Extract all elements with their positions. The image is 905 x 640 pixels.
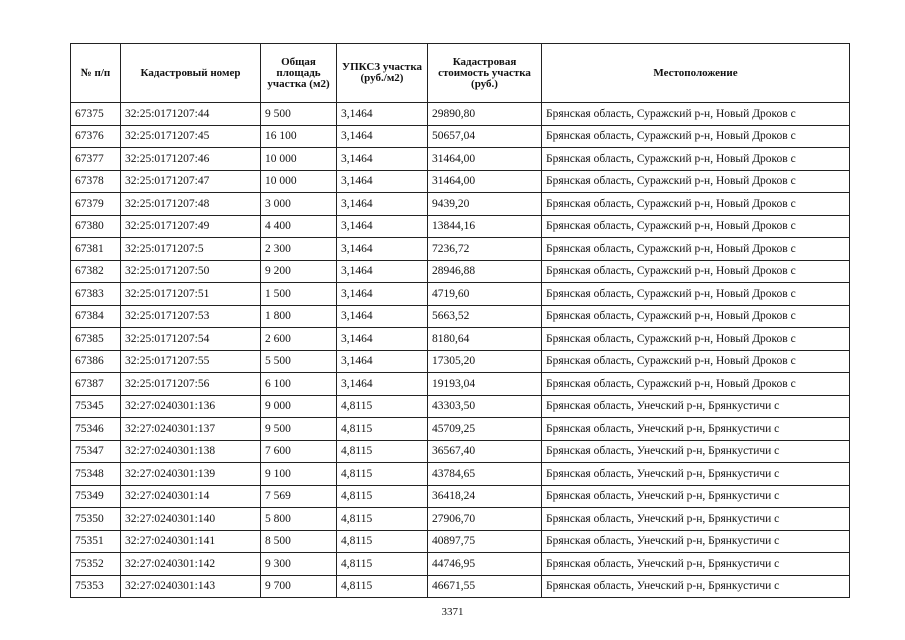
cell-upksz: 3,1464 [337, 260, 428, 283]
cell-cadastral-number: 32:27:0240301:138 [121, 440, 261, 463]
cell-location: Брянская область, Унечский р-н, Брянкустичи с [542, 575, 850, 598]
cell-area: 1 500 [261, 283, 337, 306]
cell-area: 9 300 [261, 553, 337, 576]
cell-upksz: 3,1464 [337, 193, 428, 216]
cell-index: 75349 [71, 485, 121, 508]
cell-area: 7 569 [261, 485, 337, 508]
cell-area: 3 000 [261, 193, 337, 216]
cell-location: Брянская область, Суражский р-н, Новый Дроков с [542, 260, 850, 283]
cell-upksz: 4,8115 [337, 463, 428, 486]
cell-cadastral-number: 32:25:0171207:50 [121, 260, 261, 283]
cell-area: 5 500 [261, 350, 337, 373]
cell-cadastral-value: 17305,20 [428, 350, 542, 373]
cell-location: Брянская область, Унечский р-н, Брянкустичи с [542, 553, 850, 576]
page-number: 3371 [441, 606, 464, 618]
table-row [71, 440, 850, 463]
cell-upksz: 3,1464 [337, 170, 428, 193]
cell-location: Брянская область, Унечский р-н, Брянкустичи с [542, 395, 850, 418]
cell-area: 4 400 [261, 215, 337, 238]
cell-location: Брянская область, Суражский р-н, Новый Дроков с [542, 193, 850, 216]
cell-location: Брянская область, Унечский р-н, Брянкустичи с [542, 530, 850, 553]
col-header-cadastral-number: Кадастровый номер [121, 44, 261, 103]
cell-area: 5 800 [261, 508, 337, 531]
cell-area: 6 100 [261, 373, 337, 396]
cell-cadastral-value: 29890,80 [428, 103, 542, 126]
cell-cadastral-value: 45709,25 [428, 418, 542, 441]
cadastral-table [70, 43, 850, 598]
cell-location: Брянская область, Суражский р-н, Новый Дроков с [542, 283, 850, 306]
cell-cadastral-number: 32:25:0171207:53 [121, 305, 261, 328]
cell-location: Брянская область, Суражский р-н, Новый Дроков с [542, 238, 850, 261]
cell-upksz: 3,1464 [337, 103, 428, 126]
table-row [71, 463, 850, 486]
table-row [71, 215, 850, 238]
cell-area: 9 200 [261, 260, 337, 283]
cell-upksz: 3,1464 [337, 125, 428, 148]
cell-upksz: 4,8115 [337, 530, 428, 553]
cell-cadastral-value: 36418,24 [428, 485, 542, 508]
cell-cadastral-number: 32:25:0171207:51 [121, 283, 261, 306]
cell-upksz: 3,1464 [337, 373, 428, 396]
cell-area: 16 100 [261, 125, 337, 148]
cell-cadastral-number: 32:25:0171207:48 [121, 193, 261, 216]
cell-location: Брянская область, Суражский р-н, Новый Дроков с [542, 350, 850, 373]
cell-cadastral-number: 32:27:0240301:136 [121, 395, 261, 418]
cell-index: 75351 [71, 530, 121, 553]
cell-location: Брянская область, Унечский р-н, Брянкустичи с [542, 508, 850, 531]
cell-index: 67378 [71, 170, 121, 193]
cell-area: 7 600 [261, 440, 337, 463]
cell-upksz: 4,8115 [337, 440, 428, 463]
table-row [71, 125, 850, 148]
cell-cadastral-value: 44746,95 [428, 553, 542, 576]
cell-cadastral-value: 8180,64 [428, 328, 542, 351]
table-row [71, 238, 850, 261]
table-row [71, 283, 850, 306]
table-row [71, 530, 850, 553]
cell-location: Брянская область, Суражский р-н, Новый Дроков с [542, 103, 850, 126]
cell-cadastral-value: 4719,60 [428, 283, 542, 306]
cell-area: 9 500 [261, 103, 337, 126]
cell-index: 67380 [71, 215, 121, 238]
cell-cadastral-value: 50657,04 [428, 125, 542, 148]
cell-location: Брянская область, Унечский р-н, Брянкустичи с [542, 440, 850, 463]
cell-index: 67375 [71, 103, 121, 126]
cell-index: 67386 [71, 350, 121, 373]
cell-cadastral-value: 7236,72 [428, 238, 542, 261]
col-header-cadastral-value: Кадастровая стоимость участка (руб.) [428, 44, 542, 103]
cell-index: 75348 [71, 463, 121, 486]
cell-area: 9 500 [261, 418, 337, 441]
table-row [71, 260, 850, 283]
cell-index: 67381 [71, 238, 121, 261]
cell-location: Брянская область, Суражский р-н, Новый Дроков с [542, 148, 850, 171]
cell-cadastral-number: 32:25:0171207:56 [121, 373, 261, 396]
cell-location: Брянская область, Суражский р-н, Новый Дроков с [542, 170, 850, 193]
cell-upksz: 3,1464 [337, 305, 428, 328]
cell-upksz: 3,1464 [337, 328, 428, 351]
table-row [71, 553, 850, 576]
cell-cadastral-value: 40897,75 [428, 530, 542, 553]
table-row [71, 148, 850, 171]
cell-location: Брянская область, Унечский р-н, Брянкустичи с [542, 485, 850, 508]
cell-area: 1 800 [261, 305, 337, 328]
cell-cadastral-number: 32:25:0171207:5 [121, 238, 261, 261]
cell-cadastral-value: 43784,65 [428, 463, 542, 486]
cell-index: 75347 [71, 440, 121, 463]
cell-location: Брянская область, Унечский р-н, Брянкустичи с [542, 418, 850, 441]
table-row [71, 373, 850, 396]
table-row [71, 193, 850, 216]
cell-area: 2 600 [261, 328, 337, 351]
cell-upksz: 3,1464 [337, 148, 428, 171]
cell-cadastral-number: 32:25:0171207:47 [121, 170, 261, 193]
table-body [71, 103, 850, 598]
cell-index: 67376 [71, 125, 121, 148]
table-row [71, 485, 850, 508]
cell-area: 9 100 [261, 463, 337, 486]
cell-area: 8 500 [261, 530, 337, 553]
cell-index: 75346 [71, 418, 121, 441]
cell-location: Брянская область, Суражский р-н, Новый Дроков с [542, 373, 850, 396]
cell-upksz: 3,1464 [337, 215, 428, 238]
cell-area: 9 000 [261, 395, 337, 418]
cell-area: 10 000 [261, 170, 337, 193]
cell-index: 67379 [71, 193, 121, 216]
cell-index: 75345 [71, 395, 121, 418]
cell-index: 75350 [71, 508, 121, 531]
cell-area: 10 000 [261, 148, 337, 171]
col-header-area: Общая площадь участка (м2) [261, 44, 337, 103]
cell-area: 2 300 [261, 238, 337, 261]
cell-cadastral-value: 28946,88 [428, 260, 542, 283]
cell-index: 67377 [71, 148, 121, 171]
cell-cadastral-value: 31464,00 [428, 148, 542, 171]
table-row [71, 395, 850, 418]
cell-upksz: 4,8115 [337, 508, 428, 531]
cell-index: 67384 [71, 305, 121, 328]
cell-cadastral-value: 31464,00 [428, 170, 542, 193]
cell-cadastral-value: 27906,70 [428, 508, 542, 531]
cell-cadastral-number: 32:25:0171207:49 [121, 215, 261, 238]
cell-upksz: 3,1464 [337, 350, 428, 373]
table-row [71, 418, 850, 441]
cell-upksz: 4,8115 [337, 553, 428, 576]
cell-cadastral-number: 32:27:0240301:14 [121, 485, 261, 508]
table-row [71, 575, 850, 598]
cell-cadastral-number: 32:27:0240301:143 [121, 575, 261, 598]
cell-location: Брянская область, Суражский р-н, Новый Дроков с [542, 328, 850, 351]
cell-index: 67382 [71, 260, 121, 283]
col-header-index: № п/п [71, 44, 121, 103]
cell-cadastral-value: 13844,16 [428, 215, 542, 238]
cell-cadastral-number: 32:25:0171207:46 [121, 148, 261, 171]
cell-upksz: 3,1464 [337, 238, 428, 261]
cell-index: 67387 [71, 373, 121, 396]
table-row [71, 103, 850, 126]
cell-cadastral-number: 32:25:0171207:45 [121, 125, 261, 148]
cell-index: 75352 [71, 553, 121, 576]
cell-cadastral-number: 32:27:0240301:142 [121, 553, 261, 576]
cell-location: Брянская область, Суражский р-н, Новый Дроков с [542, 305, 850, 328]
cell-upksz: 4,8115 [337, 395, 428, 418]
cell-cadastral-value: 5663,52 [428, 305, 542, 328]
cell-upksz: 4,8115 [337, 485, 428, 508]
cell-index: 67383 [71, 283, 121, 306]
cell-index: 75353 [71, 575, 121, 598]
cell-index: 67385 [71, 328, 121, 351]
table-row [71, 328, 850, 351]
cell-cadastral-number: 32:27:0240301:140 [121, 508, 261, 531]
cell-cadastral-value: 19193,04 [428, 373, 542, 396]
table-row [71, 170, 850, 193]
cell-upksz: 4,8115 [337, 575, 428, 598]
cell-location: Брянская область, Унечский р-н, Брянкустичи с [542, 463, 850, 486]
cell-area: 9 700 [261, 575, 337, 598]
col-header-location: Местоположение [542, 44, 850, 103]
cell-cadastral-number: 32:25:0171207:55 [121, 350, 261, 373]
cell-cadastral-number: 32:25:0171207:44 [121, 103, 261, 126]
header-row [71, 44, 850, 103]
col-header-upksz: УПКСЗ участка (руб./м2) [337, 44, 428, 103]
cell-location: Брянская область, Суражский р-н, Новый Дроков с [542, 215, 850, 238]
table-row [71, 508, 850, 531]
table-row [71, 350, 850, 373]
cell-cadastral-number: 32:25:0171207:54 [121, 328, 261, 351]
cell-cadastral-number: 32:27:0240301:139 [121, 463, 261, 486]
cell-cadastral-value: 43303,50 [428, 395, 542, 418]
cell-cadastral-number: 32:27:0240301:137 [121, 418, 261, 441]
cell-cadastral-value: 46671,55 [428, 575, 542, 598]
cell-cadastral-number: 32:27:0240301:141 [121, 530, 261, 553]
table-row [71, 305, 850, 328]
cell-location: Брянская область, Суражский р-н, Новый Дроков с [542, 125, 850, 148]
cell-cadastral-value: 9439,20 [428, 193, 542, 216]
cell-upksz: 3,1464 [337, 283, 428, 306]
cell-cadastral-value: 36567,40 [428, 440, 542, 463]
cell-upksz: 4,8115 [337, 418, 428, 441]
